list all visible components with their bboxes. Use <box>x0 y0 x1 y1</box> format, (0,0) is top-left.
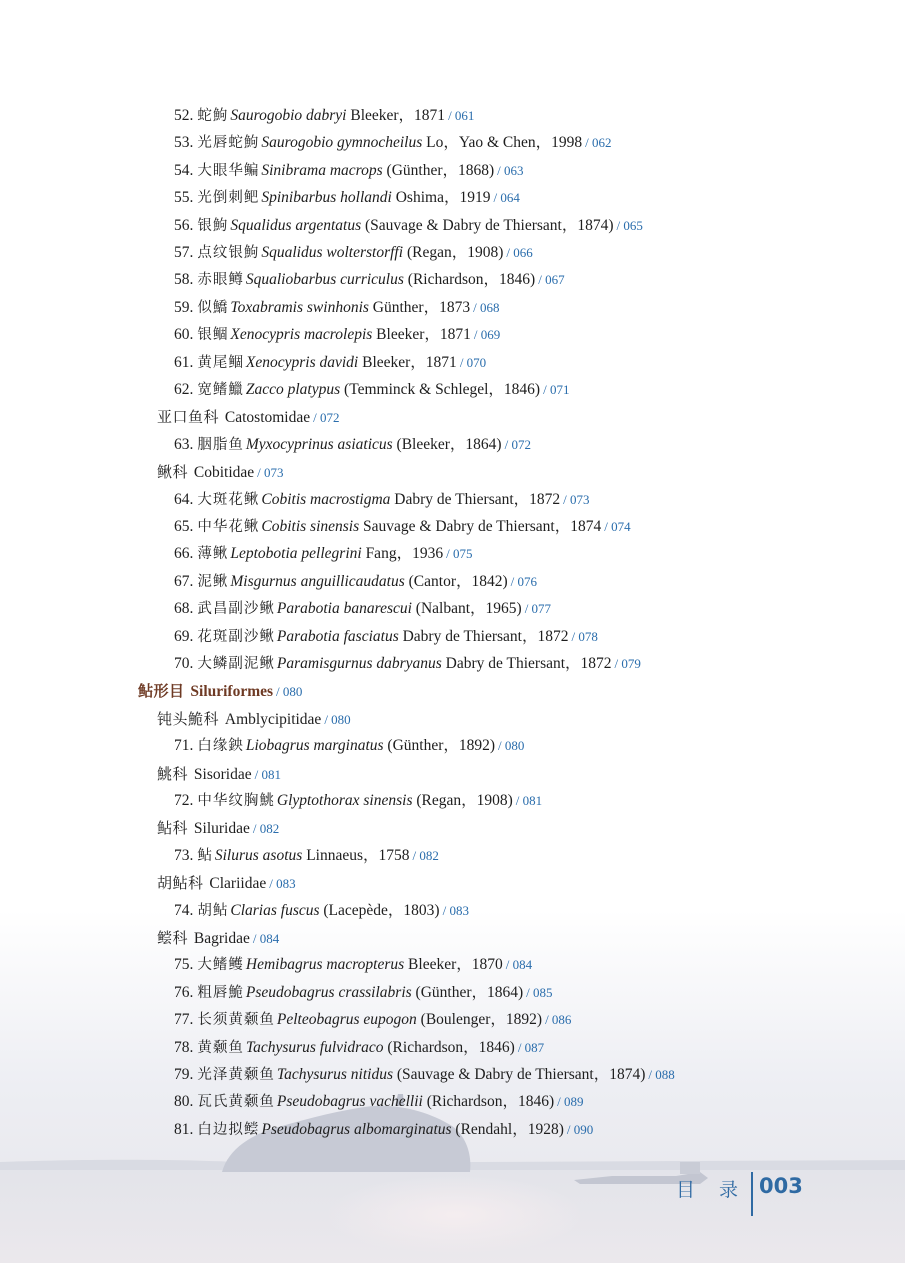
authority: (Boulenger，1892) <box>416 1011 543 1029</box>
toc-species-entry[interactable] <box>174 627 598 647</box>
authority: Dabry de Thiersant，1872 <box>390 490 561 508</box>
page-reference: / 086 <box>545 1012 572 1028</box>
page-reference: / 063 <box>497 162 524 178</box>
authority: (Sauvage & Dabry de Thiersant，1874) <box>361 216 614 234</box>
chinese-name: 长须黄颡鱼 <box>197 1012 275 1029</box>
page-reference: / 066 <box>506 245 533 260</box>
chinese-name: 薄鳅 <box>197 546 229 563</box>
toc-species-entry[interactable] <box>174 1065 675 1085</box>
authority: (Richardson，1846) <box>383 1038 515 1056</box>
latin-name: Sisoridae <box>193 765 252 783</box>
toc-species-entry[interactable] <box>174 654 641 674</box>
chinese-name: 大眼华鳊 <box>197 162 260 179</box>
chinese-name: 鲇形目 <box>138 682 185 701</box>
page-reference: / 075 <box>446 546 473 562</box>
authority: (Regan，1908) <box>412 792 513 809</box>
scientific-name: Xenocypris davidi <box>245 353 359 371</box>
authority: (Regan，1908) <box>403 244 504 261</box>
chinese-name: 鲿科 <box>157 929 189 947</box>
entry-number: 55. <box>174 189 194 207</box>
toc-species-entry[interactable] <box>174 572 537 592</box>
latin-name: Siluridae <box>193 820 250 838</box>
chinese-name: 大鳍鳠 <box>197 957 244 974</box>
authority: (Günther，1864) <box>411 983 524 1001</box>
page-reference: / 083 <box>442 902 469 918</box>
entry-number: 62. <box>174 381 194 398</box>
page-reference: / 087 <box>517 1039 545 1055</box>
toc-species-entry[interactable] <box>174 161 524 181</box>
chinese-name: 蛇鮈 <box>197 108 229 124</box>
chinese-name: 鲇科 <box>157 819 189 838</box>
toc-species-entry[interactable] <box>174 1010 571 1030</box>
page-reference: / 082 <box>252 821 280 837</box>
entry-number: 68. <box>174 600 194 618</box>
toc-species-entry[interactable] <box>174 1120 593 1140</box>
entry-number: 79. <box>174 1066 194 1083</box>
scientific-name: Leptobotia pellegrini <box>230 545 362 563</box>
latin-name: Catostomidae <box>224 409 311 427</box>
entry-number: 80. <box>174 1093 194 1111</box>
entry-number: 70. <box>174 655 194 672</box>
chinese-name: 大斑花鳅 <box>197 491 260 508</box>
latin-name: Cobitidae <box>193 464 255 482</box>
chinese-name: 大鳞副泥鳅 <box>197 656 275 672</box>
toc-species-entry[interactable] <box>174 1038 544 1058</box>
scientific-name: Silurus asotus <box>214 846 303 864</box>
scientific-name: Saurogobio dabryi <box>230 107 347 124</box>
chinese-name: 赤眼鳟 <box>197 272 244 289</box>
scientific-name: Pseudobagrus vachellii <box>276 1093 423 1111</box>
scientific-name: Spinibarbus hollandi <box>261 189 392 207</box>
latin-name: Amblycipitidae <box>224 710 322 728</box>
toc-family-heading[interactable] <box>157 462 284 483</box>
toc-species-entry[interactable] <box>174 435 531 455</box>
scientific-name: Squalidus wolterstorffi <box>261 244 404 261</box>
chinese-name: 白边拟鲿 <box>197 1121 260 1138</box>
toc-family-heading[interactable] <box>157 818 279 839</box>
page-reference: / 061 <box>448 108 475 123</box>
authority: Oshima，1919 <box>391 189 491 207</box>
chinese-name: 光倒刺鲃 <box>197 190 260 207</box>
page-reference: / 081 <box>254 766 281 782</box>
entry-number: 69. <box>174 627 194 645</box>
authority: Dabry de Thiersant，1872 <box>441 655 612 672</box>
authority: (Richardson，1846) <box>422 1093 555 1111</box>
page-reference: / 089 <box>557 1094 584 1110</box>
authority: Bleeker，1870 <box>404 956 503 974</box>
latin-name: Siluriformes <box>190 683 274 701</box>
chinese-name: 武昌副沙鳅 <box>197 601 275 618</box>
entry-number: 78. <box>174 1038 194 1056</box>
scientific-name: Xenocypris macrolepis <box>230 326 373 344</box>
page-reference: / 080 <box>498 738 525 754</box>
chinese-name: 光泽黄颡鱼 <box>197 1067 275 1083</box>
scientific-name: Cobitis sinensis <box>261 518 360 535</box>
authority: Linnaeus，1758 <box>302 846 410 864</box>
chinese-name: 白缘鉠 <box>197 738 244 755</box>
page-reference: / 081 <box>515 793 543 808</box>
scientific-name: Parabotia fasciatus <box>276 627 399 645</box>
chinese-name: 银鮈 <box>197 217 229 234</box>
chinese-name: 宽鳍鱲 <box>197 382 244 398</box>
authority: (Günther，1892) <box>383 737 496 755</box>
page-reference: / 078 <box>571 628 598 644</box>
page-reference: / 073 <box>257 465 284 481</box>
toc-species-entry[interactable] <box>174 270 565 290</box>
section-label: 目 录 <box>676 1179 748 1201</box>
scientific-name: Pseudobagrus albomarginatus <box>261 1120 452 1138</box>
scientific-name: Toxabramis swinhonis <box>230 298 369 316</box>
authority: Bleeker，1871 <box>358 353 457 371</box>
scientific-name: Clarias fuscus <box>230 901 320 919</box>
entry-number: 57. <box>174 244 194 261</box>
page-reference: / 076 <box>510 573 538 589</box>
entry-number: 63. <box>174 435 194 453</box>
page-reference: / 090 <box>566 1121 594 1137</box>
toc-family-heading[interactable] <box>157 709 351 730</box>
page-reference: / 080 <box>276 684 303 700</box>
chinese-name: 黄尾鲴 <box>197 354 244 371</box>
scientific-name: Glyptothorax sinensis <box>276 792 413 809</box>
page-reference: / 080 <box>324 711 351 727</box>
chinese-name: 亚口鱼科 <box>157 408 220 427</box>
entry-number: 71. <box>174 737 194 755</box>
entry-number: 60. <box>174 326 194 344</box>
footer-divider <box>751 1172 753 1216</box>
entry-number: 66. <box>174 545 194 563</box>
toc-species-entry[interactable] <box>174 243 533 263</box>
page-reference: / 064 <box>493 190 520 206</box>
entry-number: 74. <box>174 901 194 919</box>
authority: Fang，1936 <box>361 545 444 563</box>
entry-number: 77. <box>174 1011 194 1029</box>
authority: (Cantor，1842) <box>404 572 508 590</box>
scientific-name: Myxocyprinus asiaticus <box>245 435 393 453</box>
toc-species-entry[interactable] <box>174 216 643 236</box>
entry-number: 58. <box>174 271 194 289</box>
page-reference: / 071 <box>543 382 570 397</box>
scientific-name: Sinibrama macrops <box>261 161 383 179</box>
scientific-name: Hemibagrus macropterus <box>245 956 405 974</box>
entry-number: 64. <box>174 490 194 508</box>
toc-species-entry[interactable] <box>174 106 474 126</box>
authority: Dabry de Thiersant，1872 <box>398 627 569 645</box>
toc-family-heading[interactable] <box>157 407 340 428</box>
toc-species-entry[interactable] <box>174 544 472 564</box>
authority: (Richardson，1846) <box>403 271 536 289</box>
chinese-name: 点纹银鮈 <box>197 245 260 261</box>
page-reference: / 079 <box>614 656 641 671</box>
page-reference: / 073 <box>563 491 590 507</box>
toc-species-entry[interactable] <box>174 490 590 510</box>
latin-name: Bagridae <box>193 930 250 947</box>
chinese-name: 鲇 <box>197 847 213 864</box>
entry-number: 54. <box>174 161 194 179</box>
entry-number: 75. <box>174 956 194 974</box>
scientific-name: Pelteobagrus eupogon <box>276 1011 417 1029</box>
entry-number: 76. <box>174 983 194 1001</box>
entry-number: 73. <box>174 846 194 864</box>
scientific-name: Saurogobio gymnocheilus <box>261 134 423 152</box>
toc-species-entry[interactable] <box>174 901 469 921</box>
authority: (Rendahl，1928) <box>451 1120 564 1138</box>
chinese-name: 中华花鳅 <box>197 519 260 535</box>
toc-family-heading[interactable] <box>157 928 279 949</box>
page-reference: / 077 <box>524 601 552 617</box>
toc-family-heading[interactable] <box>157 764 281 785</box>
scientific-name: Misgurnus anguillicaudatus <box>230 572 405 590</box>
scientific-name: Paramisgurnus dabryanus <box>276 655 442 672</box>
page-reference: / 072 <box>504 436 531 452</box>
toc-species-entry[interactable] <box>174 599 551 619</box>
entry-number: 53. <box>174 134 194 152</box>
entry-number: 72. <box>174 792 194 809</box>
toc-species-entry[interactable] <box>174 380 569 400</box>
scientific-name: Squalidus argentatus <box>230 216 362 234</box>
toc-species-entry[interactable] <box>174 955 532 975</box>
entry-number: 61. <box>174 353 194 371</box>
page-reference: / 084 <box>252 931 280 946</box>
chinese-name: 泥鳅 <box>197 573 229 590</box>
toc-species-entry[interactable] <box>174 846 439 866</box>
chinese-name: 钝头鮠科 <box>157 709 220 728</box>
authority: (Günther，1868) <box>382 161 495 179</box>
page-reference: / 072 <box>313 410 340 426</box>
authority: (Sauvage & Dabry de Thiersant，1874) <box>393 1066 646 1083</box>
page-reference: / 068 <box>473 299 500 315</box>
chinese-name: 光唇蛇鮈 <box>197 135 260 152</box>
toc-species-entry[interactable] <box>174 133 612 153</box>
page-reference: / 062 <box>585 135 612 151</box>
entry-number: 67. <box>174 572 194 590</box>
page-reference: / 065 <box>616 217 643 233</box>
authority: Bleeker，1871 <box>346 107 446 124</box>
page-reference: / 067 <box>538 272 565 288</box>
toc-species-entry[interactable] <box>174 325 500 345</box>
authority: (Lacepède，1803) <box>319 901 440 919</box>
authority: (Bleeker，1864) <box>392 435 502 453</box>
page-reference: / 074 <box>604 519 631 534</box>
chinese-name: 鮡科 <box>157 764 189 783</box>
toc-species-entry[interactable] <box>174 983 553 1003</box>
chinese-name: 瓦氏黄颡鱼 <box>197 1094 275 1111</box>
latin-name: Clariidae <box>209 875 267 893</box>
toc-species-entry[interactable] <box>174 791 542 811</box>
toc-species-entry[interactable] <box>174 1092 583 1112</box>
chinese-name: 胡鲇 <box>197 902 229 919</box>
entry-number: 59. <box>174 298 194 316</box>
entry-number: 52. <box>174 107 194 124</box>
page-reference: / 083 <box>269 876 296 892</box>
chinese-name: 鳅科 <box>157 463 189 482</box>
authority: (Temminck & Schlegel，1846) <box>340 381 541 398</box>
chinese-name: 花斑副沙鳅 <box>197 628 275 645</box>
chinese-name: 银鲴 <box>197 327 229 344</box>
scientific-name: Tachysurus fulvidraco <box>245 1038 384 1056</box>
scientific-name: Liobagrus marginatus <box>245 737 384 755</box>
chinese-name: 胡鲇科 <box>157 874 204 893</box>
chinese-name: 胭脂鱼 <box>197 436 244 453</box>
chinese-name: 粗唇鮠 <box>197 984 244 1001</box>
toc-species-entry[interactable] <box>174 517 631 537</box>
chinese-name: 似鱎 <box>197 299 229 316</box>
page-reference: / 070 <box>459 354 487 370</box>
page-reference: / 069 <box>473 327 501 343</box>
toc-species-entry[interactable] <box>174 736 524 756</box>
toc-species-entry[interactable] <box>174 353 486 373</box>
toc-order-heading[interactable] <box>138 681 302 702</box>
page-reference: / 084 <box>505 957 533 973</box>
page-number: 003 <box>759 1174 803 1198</box>
scientific-name: Zacco platypus <box>245 381 341 398</box>
scientific-name: Pseudobagrus crassilabris <box>245 983 412 1001</box>
page-reference: / 085 <box>526 984 553 1000</box>
chinese-name: 中华纹胸鮡 <box>197 793 275 809</box>
scientific-name: Squaliobarbus curriculus <box>245 271 404 289</box>
authority: Lo，Yao & Chen，1998 <box>422 134 583 152</box>
scientific-name: Tachysurus nitidus <box>276 1066 394 1083</box>
toc-species-entry[interactable] <box>174 298 499 318</box>
toc-species-entry[interactable] <box>174 188 520 208</box>
page-reference: / 088 <box>648 1067 675 1082</box>
entry-number: 56. <box>174 216 194 234</box>
entry-number: 65. <box>174 518 194 535</box>
entry-number: 81. <box>174 1120 194 1138</box>
scientific-name: Cobitis macrostigma <box>261 490 391 508</box>
chinese-name: 黄颡鱼 <box>197 1039 244 1056</box>
authority: (Nalbant，1965) <box>411 600 522 618</box>
toc-family-heading[interactable] <box>157 873 296 894</box>
page-reference: / 082 <box>412 847 439 863</box>
authority: Sauvage & Dabry de Thiersant，1874 <box>359 518 602 535</box>
scientific-name: Parabotia banarescui <box>276 600 412 618</box>
authority: Günther，1873 <box>368 298 471 316</box>
authority: Bleeker，1871 <box>372 326 471 344</box>
